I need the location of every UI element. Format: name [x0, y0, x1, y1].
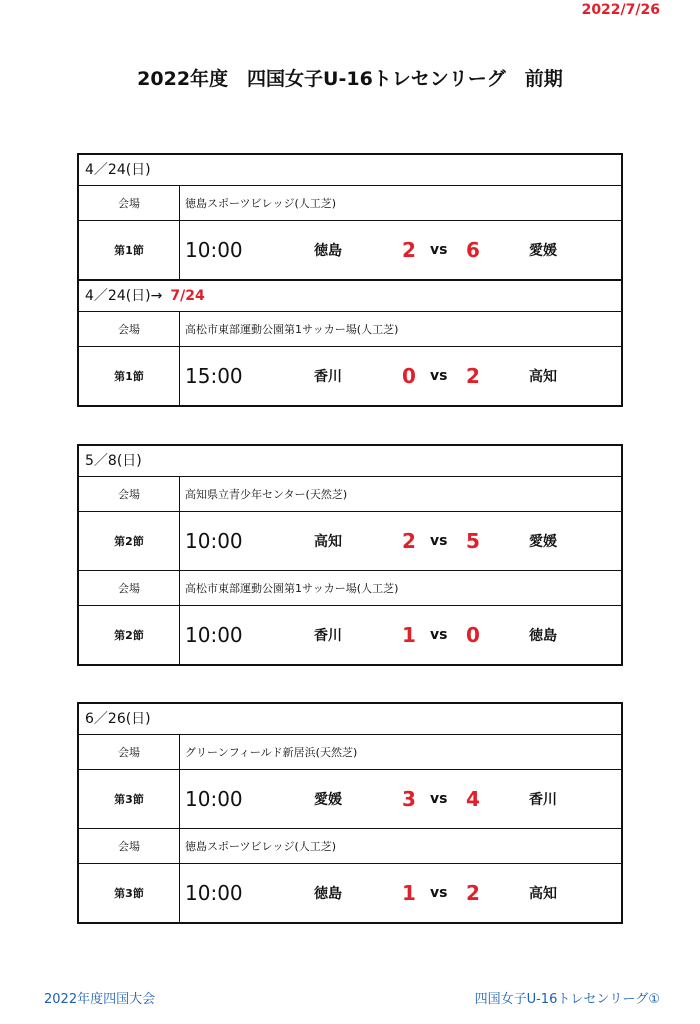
- matchday-date: [79, 704, 621, 735]
- home-score: 1: [402, 623, 416, 647]
- away-score: 2: [466, 881, 480, 905]
- matchday-date: [79, 446, 621, 477]
- home-team: 香川: [314, 369, 342, 385]
- new-date-label: 7/24: [170, 288, 205, 304]
- vs-label: vs: [430, 791, 448, 807]
- kickoff-time: 10:00: [185, 787, 243, 811]
- home-score: 0: [402, 364, 416, 388]
- away-team: 愛媛: [529, 243, 557, 259]
- home-score: 2: [402, 529, 416, 553]
- match-content: [180, 512, 621, 570]
- match-row: [79, 347, 621, 405]
- match-row: [79, 606, 621, 664]
- home-score: 2: [402, 238, 416, 262]
- venue-name: 高松市東部運動公園第1サッカー場(人工芝): [185, 582, 399, 595]
- away-score: 0: [466, 623, 480, 647]
- section-label: 第1節: [79, 347, 180, 405]
- date-label: 6／26(日): [85, 711, 151, 727]
- match-content: [180, 606, 621, 664]
- matchday-block-2: [77, 444, 623, 666]
- section-label: 第2節: [79, 606, 180, 664]
- away-score: 2: [466, 364, 480, 388]
- venue-label: 会場: [79, 829, 180, 863]
- kickoff-time: 10:00: [185, 623, 243, 647]
- venue-name: 徳島スポーツビレッジ(人工芝): [185, 197, 337, 210]
- away-score: 5: [466, 529, 480, 553]
- footer-right-text: 四国女子U-16トレセンリーグ①: [474, 992, 660, 1007]
- footer-left-text: 2022年度四国大会: [44, 992, 156, 1007]
- away-score: 4: [466, 787, 480, 811]
- matchday-date: [79, 155, 621, 186]
- vs-label: vs: [430, 242, 448, 258]
- venue-row: [79, 312, 621, 347]
- away-team: 高知: [529, 886, 557, 902]
- section-label: 第2節: [79, 512, 180, 570]
- match-content: [180, 221, 621, 279]
- section-label: 第3節: [79, 864, 180, 922]
- match-content: [180, 770, 621, 828]
- match-content: [180, 347, 621, 405]
- venue-label: 会場: [79, 186, 180, 220]
- venue-name: 高知県立青少年センター(天然芝): [185, 488, 348, 501]
- away-team: 愛媛: [529, 534, 557, 550]
- venue-row: [79, 829, 621, 864]
- home-score: 1: [402, 881, 416, 905]
- venue-row: [79, 735, 621, 770]
- venue-name: グリーンフィールド新居浜(天然芝): [185, 746, 358, 759]
- venue-label: 会場: [79, 312, 180, 346]
- away-score: 6: [466, 238, 480, 262]
- home-score: 3: [402, 787, 416, 811]
- date-label: 5／8(日): [85, 453, 142, 469]
- matchday-block-1: [77, 153, 623, 407]
- date-label: 4／24(日): [85, 162, 151, 178]
- venue-label: 会場: [79, 477, 180, 511]
- matchday-block-3: [77, 702, 623, 924]
- page-title: 2022年度 四国女子U-16トレセンリーグ 前期: [137, 68, 563, 90]
- vs-label: vs: [430, 627, 448, 643]
- away-team: 高知: [529, 369, 557, 385]
- venue-row: [79, 186, 621, 221]
- match-row: [79, 770, 621, 829]
- home-team: 徳島: [314, 886, 342, 902]
- kickoff-time: 10:00: [185, 238, 243, 262]
- kickoff-time: 10:00: [185, 529, 243, 553]
- match-row: [79, 864, 621, 922]
- venue-row: [79, 477, 621, 512]
- matchday-date-changed: [79, 280, 621, 312]
- vs-label: vs: [430, 885, 448, 901]
- home-team: 高知: [314, 534, 342, 550]
- home-team: 香川: [314, 628, 342, 644]
- section-label: 第1節: [79, 221, 180, 279]
- match-content: [180, 864, 621, 922]
- home-team: 愛媛: [314, 792, 342, 808]
- kickoff-time: 15:00: [185, 364, 243, 388]
- away-team: 徳島: [529, 628, 557, 644]
- kickoff-time: 10:00: [185, 881, 243, 905]
- vs-label: vs: [430, 368, 448, 384]
- venue-label: 会場: [79, 735, 180, 769]
- home-team: 徳島: [314, 243, 342, 259]
- section-label: 第3節: [79, 770, 180, 828]
- venue-row: [79, 571, 621, 606]
- venue-name: 高松市東部運動公園第1サッカー場(人工芝): [185, 323, 399, 336]
- original-date-label: 4／24(日)→: [85, 288, 163, 304]
- venue-name: 徳島スポーツビレッジ(人工芝): [185, 840, 337, 853]
- venue-label: 会場: [79, 571, 180, 605]
- match-row: [79, 512, 621, 571]
- match-row: [79, 221, 621, 280]
- document-date: 2022/7/26: [581, 2, 660, 18]
- vs-label: vs: [430, 533, 448, 549]
- away-team: 香川: [529, 792, 557, 808]
